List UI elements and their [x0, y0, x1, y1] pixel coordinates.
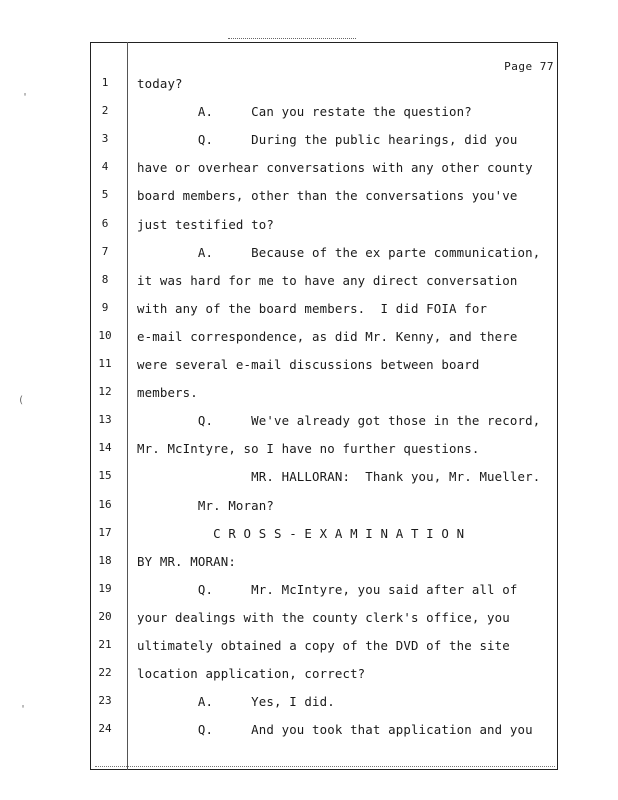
- line-text: it was hard for me to have any direct conversation: [137, 272, 518, 288]
- line-text: A. Can you restate the question?: [137, 104, 472, 120]
- transcript-line: [90, 385, 558, 405]
- transcript-line: [90, 132, 558, 152]
- line-number: 17: [98, 525, 112, 539]
- transcript-line: [90, 76, 558, 96]
- line-number: 10: [98, 328, 112, 342]
- line-text: were several e-mail discussions between board: [137, 357, 480, 372]
- transcript-line: [90, 469, 558, 489]
- line-text: location application, correct?: [137, 666, 366, 682]
- line-number: 4: [101, 160, 109, 174]
- margin-mark: ': [22, 92, 29, 103]
- line-text: Mr. McIntyre, so I have no further questions.: [137, 441, 480, 457]
- transcript-line: [90, 273, 558, 293]
- line-number: 7: [101, 244, 109, 258]
- transcript-line: [90, 104, 558, 124]
- line-number: 6: [101, 216, 109, 230]
- transcript-line: [90, 188, 558, 208]
- line-text: Q. During the public hearings, did you: [137, 132, 518, 148]
- line-text: board members, other than the conversations you've: [137, 188, 518, 204]
- line-text: Q. Mr. McIntyre, you said after all of: [137, 581, 518, 597]
- transcript-line: [90, 638, 558, 658]
- line-text: have or overhear conversations with any other county: [137, 160, 533, 176]
- line-text: today?: [137, 76, 183, 91]
- line-number: 20: [98, 609, 112, 623]
- line-number: 21: [98, 638, 112, 651]
- line-text: Mr. Moran?: [137, 497, 274, 513]
- line-text: MR. HALLORAN: Thank you, Mr. Mueller.: [137, 469, 541, 485]
- line-number: 23: [98, 694, 112, 708]
- line-number: 9: [101, 300, 109, 314]
- line-text: Q. We've already got those in the record,: [137, 413, 541, 429]
- transcript-line: [90, 357, 558, 377]
- line-text: your dealings with the county clerk's office, you: [137, 609, 510, 625]
- line-number: 5: [101, 188, 109, 202]
- line-text: BY MR. MORAN:: [137, 553, 236, 569]
- line-number: 2: [101, 104, 109, 118]
- margin-mark: ': [20, 704, 27, 715]
- page-number: Page 77: [504, 60, 554, 73]
- transcript-line: [90, 610, 558, 630]
- transcript-line: [90, 694, 558, 714]
- transcript-line: [90, 526, 558, 546]
- line-text: C R O S S - E X A M I N A T I O N: [137, 525, 465, 541]
- line-number: 22: [98, 666, 112, 680]
- line-text: A. Yes, I did.: [137, 694, 335, 710]
- line-number: 24: [98, 722, 112, 736]
- line-text: just testified to?: [137, 216, 274, 232]
- margin-mark: (: [18, 395, 25, 406]
- transcript-line: [90, 722, 558, 742]
- top-mark: [228, 38, 356, 42]
- transcript-line: [90, 160, 558, 180]
- transcript-line: [90, 441, 558, 461]
- line-number: 18: [98, 553, 112, 567]
- transcript-line: [90, 301, 558, 321]
- transcript-line: [90, 329, 558, 349]
- footer-mark: [95, 760, 555, 767]
- transcript-line: [90, 217, 558, 237]
- line-text: with any of the board members. I did FOIA for: [137, 300, 488, 316]
- line-number: 16: [98, 497, 112, 511]
- transcript-line: [90, 498, 558, 518]
- line-text: A. Because of the ex parte communication,: [137, 244, 541, 260]
- line-number: 1: [101, 76, 109, 89]
- line-text: ultimately obtained a copy of the DVD of the site: [137, 638, 510, 653]
- line-text: members.: [137, 385, 198, 401]
- transcript-line: [90, 245, 558, 265]
- line-text: e-mail correspondence, as did Mr. Kenny, and there: [137, 328, 518, 344]
- line-number: 3: [101, 132, 109, 146]
- line-number: 14: [98, 441, 112, 455]
- transcript-line: [90, 413, 558, 433]
- line-text: Q. And you took that application and you: [137, 722, 533, 738]
- line-number: 11: [98, 357, 112, 370]
- transcript-line: [90, 582, 558, 602]
- transcript-line: [90, 666, 558, 686]
- line-number: 19: [98, 581, 112, 595]
- line-number: 12: [98, 385, 112, 399]
- line-number: 8: [101, 272, 109, 286]
- transcript-line: [90, 554, 558, 574]
- line-number: 13: [98, 413, 112, 427]
- line-number: 15: [98, 469, 112, 483]
